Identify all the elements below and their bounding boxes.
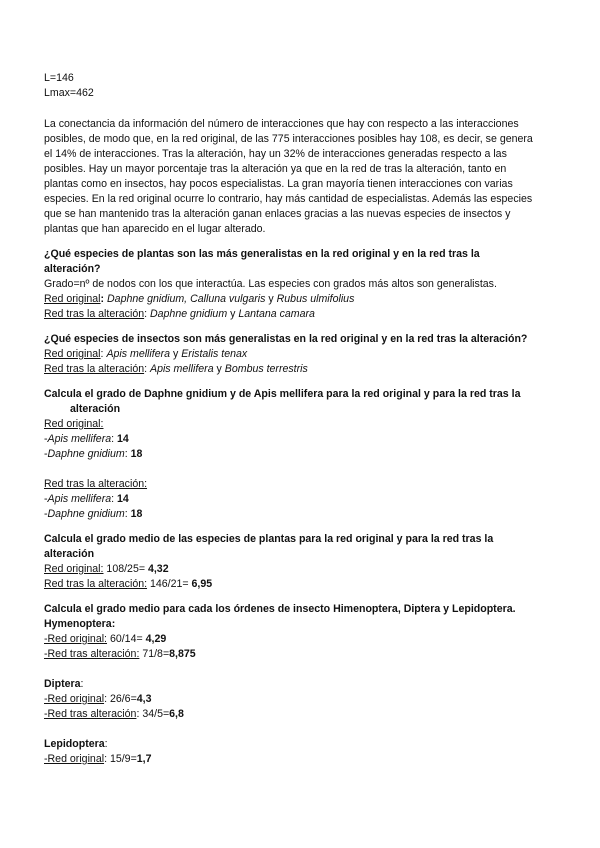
- red-original-label: Red original: [44, 348, 101, 360]
- grado-medio-value: 8,875: [169, 648, 196, 660]
- red-alterada-label: Red tras la alteración: [44, 308, 145, 320]
- answer-red-original: -Red original: 26/6=4,3: [44, 693, 152, 705]
- answer-red-original: Red original: 108/25= 4,32: [44, 563, 169, 575]
- intro-line: que se han mantenido tras la alteración ganan enlaces gracias a las nuevas especies de insectos y: [44, 208, 511, 220]
- answer-red-alterada: Red tras la alteración: Apis mellifera y Bombus terrestris: [44, 363, 308, 375]
- species-name: Daphne gnidium: [47, 448, 125, 460]
- grado-row: -Apis mellifera: 14: [44, 493, 129, 505]
- question-title: alteración: [70, 403, 121, 415]
- red-original-label: Red original:: [44, 418, 104, 430]
- answer-red-alterada: -Red tras alteración: 71/8=8,875: [44, 648, 196, 660]
- grado-value: 18: [130, 508, 143, 520]
- intro-line: plantas que han aparecido en el lugar alterado.: [44, 223, 266, 235]
- question-grado-medio-ordenes: [44, 602, 556, 767]
- order-heading-diptera: Diptera:: [44, 678, 84, 690]
- species-list: Bombus terrestris: [224, 363, 308, 375]
- species-list: Lantana camara: [238, 308, 315, 320]
- question-plants-generalists: [44, 247, 556, 322]
- red-original-label: Red original:: [44, 563, 104, 575]
- answer-red-alterada: Red tras la alteración: 146/21= 6,95: [44, 578, 213, 590]
- answer-red-original: -Red original: 60/14= 4,29: [44, 633, 167, 645]
- answer-red-alterada: -Red tras alteración: 34/5=6,8: [44, 708, 184, 720]
- order-heading-lepidoptera: Lepidoptera:: [44, 738, 108, 750]
- species-name: Daphne gnidium: [47, 508, 125, 520]
- grado-value: 14: [117, 433, 129, 445]
- question-title: Calcula el grado de Daphne gnidium y de Apis mellifera para la red original y para la red tras la: [44, 388, 521, 400]
- species-list: Daphne gnidium: [150, 308, 228, 320]
- answer-red-original: -Red original: 15/9=1,7: [44, 753, 152, 765]
- question-grado-medio-plantas: [44, 532, 556, 592]
- species-list: Daphne gnidium, Calluna vulgaris: [107, 293, 266, 305]
- answer-red-alterada: Red tras la alteración: Daphne gnidium y Lantana camara: [44, 308, 315, 320]
- question-title: alteración?: [44, 263, 101, 275]
- grado-row: -Daphne gnidium: 18: [44, 508, 143, 520]
- grado-note: Grado=nº de nodos con los que interactúa. Las especies con grados más altos son generalistas.: [44, 278, 497, 290]
- question-title: ¿Qué especies de plantas son las más generalistas en la red original y en la red tras la: [44, 248, 480, 260]
- intro-line: La conectancia da información del número de interacciones que hay con respecto a las interacciones: [44, 118, 519, 130]
- red-alterada-label: -Red tras alteración: [44, 708, 137, 720]
- order-heading-hymenoptera: Hymenoptera:: [44, 618, 116, 630]
- red-original-label: -Red original:: [44, 633, 108, 645]
- species-list: Apis mellifera: [150, 363, 214, 375]
- question-title: Calcula el grado medio para cada los órdenes de insecto Himenoptera, Diptera y Lepidoptera.: [44, 603, 516, 615]
- red-original-label: -Red original: [44, 753, 105, 765]
- intro-line: posibles, de modo que, en la red original, de las 775 interacciones posibles hay 108, es decir, se genera: [44, 133, 533, 145]
- grado-value: 18: [130, 448, 143, 460]
- grado-medio-value: 6,8: [169, 708, 184, 720]
- grado-medio-value: 6,95: [191, 578, 213, 590]
- intro-line: el 14% de interacciones. Tras la alteración, hay un 32% de interacciones generadas respecto a las: [44, 148, 507, 160]
- grado-medio-value: 4,32: [147, 563, 169, 575]
- red-alterada-label: Red tras la alteración:: [44, 478, 148, 490]
- intro-line: plantas como en insectos, hay pocos especialistas. La gran mayoría tienen interacciones con varias: [44, 178, 513, 190]
- red-original-label: -Red original: [44, 693, 105, 705]
- answer-red-original: Red original: Apis mellifera y Eristalis tenax: [44, 348, 248, 360]
- question-title: ¿Qué especies de insectos son más generalistas en la red original y en la red tras la alteración?: [44, 333, 528, 345]
- grado-medio-value: 4,29: [145, 633, 167, 645]
- grado-row: -Daphne gnidium: 18: [44, 448, 143, 460]
- grado-value: 14: [117, 493, 129, 505]
- species-name: Apis mellifera: [47, 433, 112, 445]
- red-alterada-label: Red tras la alteración: [44, 363, 145, 375]
- intro-line: posibles. Hay un mayor porcentaje tras la alteración ya que en la red de tras la alteración, tanto en: [44, 163, 507, 175]
- species-list: Rubus ulmifolius: [276, 293, 355, 305]
- question-insects-generalists: [44, 332, 556, 377]
- species-list: Eristalis tenax: [181, 348, 248, 360]
- answer-red-original: Red original: Daphne gnidium, Calluna vulgaris y Rubus ulmifolius: [44, 293, 355, 305]
- grado-medio-value: 1,7: [136, 753, 152, 765]
- intro-paragraph: [44, 117, 556, 237]
- intro-line: especies. En la red original ocurre lo contrario, hay más cantidad de especialistas. Además las especies: [44, 193, 533, 205]
- document-page: [44, 71, 556, 767]
- species-name: Apis mellifera: [47, 493, 112, 505]
- l-value: L=146: [44, 72, 74, 84]
- red-alterada-label: -Red tras alteración:: [44, 648, 140, 660]
- question-grado-species: [44, 387, 556, 522]
- red-original-label: Red original: [44, 293, 101, 305]
- grado-row: -Apis mellifera: 14: [44, 433, 129, 445]
- lmax-value: Lmax=462: [44, 87, 94, 99]
- question-title: alteración: [44, 548, 95, 560]
- question-title: Calcula el grado medio de las especies de plantas para la red original y para la red tras la: [44, 533, 494, 545]
- red-alterada-label: Red tras la alteración:: [44, 578, 148, 590]
- grado-medio-value: 4,3: [136, 693, 152, 705]
- species-list: Apis mellifera: [106, 348, 171, 360]
